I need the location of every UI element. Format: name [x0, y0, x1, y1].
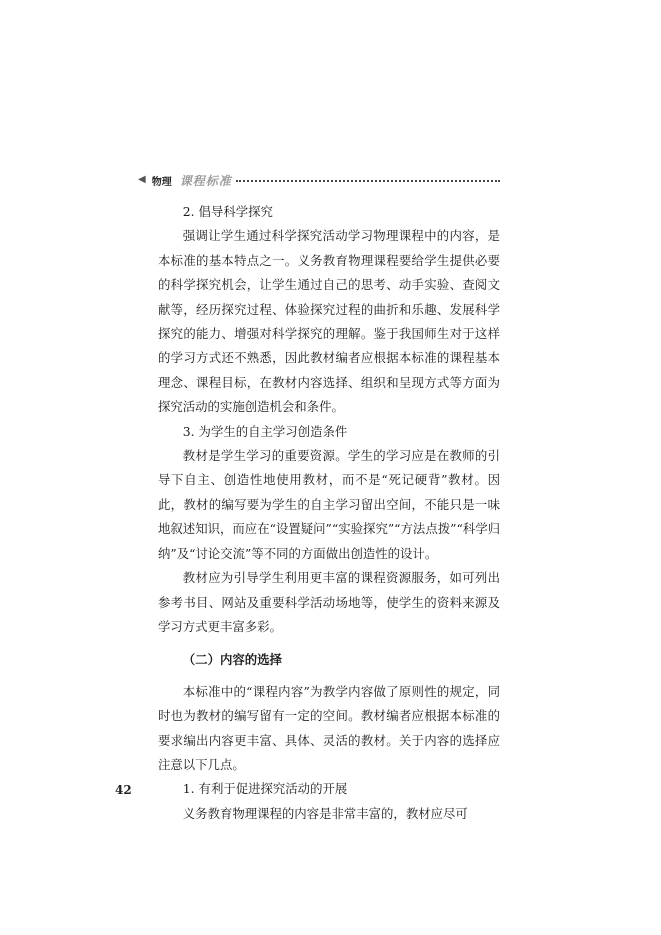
page-number: 42: [115, 783, 132, 797]
paragraph-curriculum-resources: 教材应为引导学生利用更丰富的课程资源服务，如可列出参考书目、网站及重要科学活动场地等，使学生的资料来源及学习方式更丰富多彩。: [158, 570, 500, 634]
header-subject: 物理: [151, 176, 172, 188]
paragraph-textbook-resource: 教材是学生学习的重要资源。学生的学习应是在教师的引导下自主、创造性地使用教材，而不是“死记硬背”教材。因此，教材的编写要为学生的自主学习留出空间，不能只是一味地叙述知识，而应在“设置疑问”“实验探究”“方法点拨”“科学归纳”及“讨论交流”等不同的方面做出创造性的设计。: [158, 448, 500, 561]
header-title: 课程标准: [179, 173, 232, 188]
header-dotted-rule: [236, 180, 500, 182]
page-body: [158, 200, 500, 826]
paragraph-rich-content: 义务教育物理课程的内容是非常丰富的，教材应尽可: [182, 805, 468, 821]
heading-self-learning: 3. 为学生的自主学习创造条件: [182, 423, 348, 439]
paragraph-inquiry: 强调让学生通过科学探究活动学习物理课程中的内容，是本标准的基本特点之一。义务教育物理课程要给学生提供必要的科学探究机会，让学生通过自己的思考、动手实验、查阅文献等，经历探究过程、体验探究过程的曲折和乐趣、发展科学探究的能力、增强对科学探究的理解。鉴于我国师生对于这样的学习方式还不熟悉，因此教材编者应根据本标准的课程基本理念、课程目标，在教材内容选择、组织和呈现方式等方面为探究活动的实施创造机会和条件。: [158, 228, 500, 415]
paragraph-content-standard: 本标准中的“课程内容”为教学内容做了原则性的规定，同时也为教材的编写留有一定的空间。教材编者应根据本标准的要求编出内容更丰富、具体、灵活的教材。关于内容的选择应注意以下几点。: [158, 683, 500, 772]
left-arrow-icon: ◀: [138, 174, 146, 185]
heading-advocate-inquiry: 2. 倡导科学探究: [182, 204, 273, 219]
running-header: [138, 170, 500, 190]
section-title-content-selection: （二）内容的选择: [182, 652, 282, 668]
heading-promote-inquiry: 1. 有利于促进探究活动的开展: [182, 781, 348, 797]
